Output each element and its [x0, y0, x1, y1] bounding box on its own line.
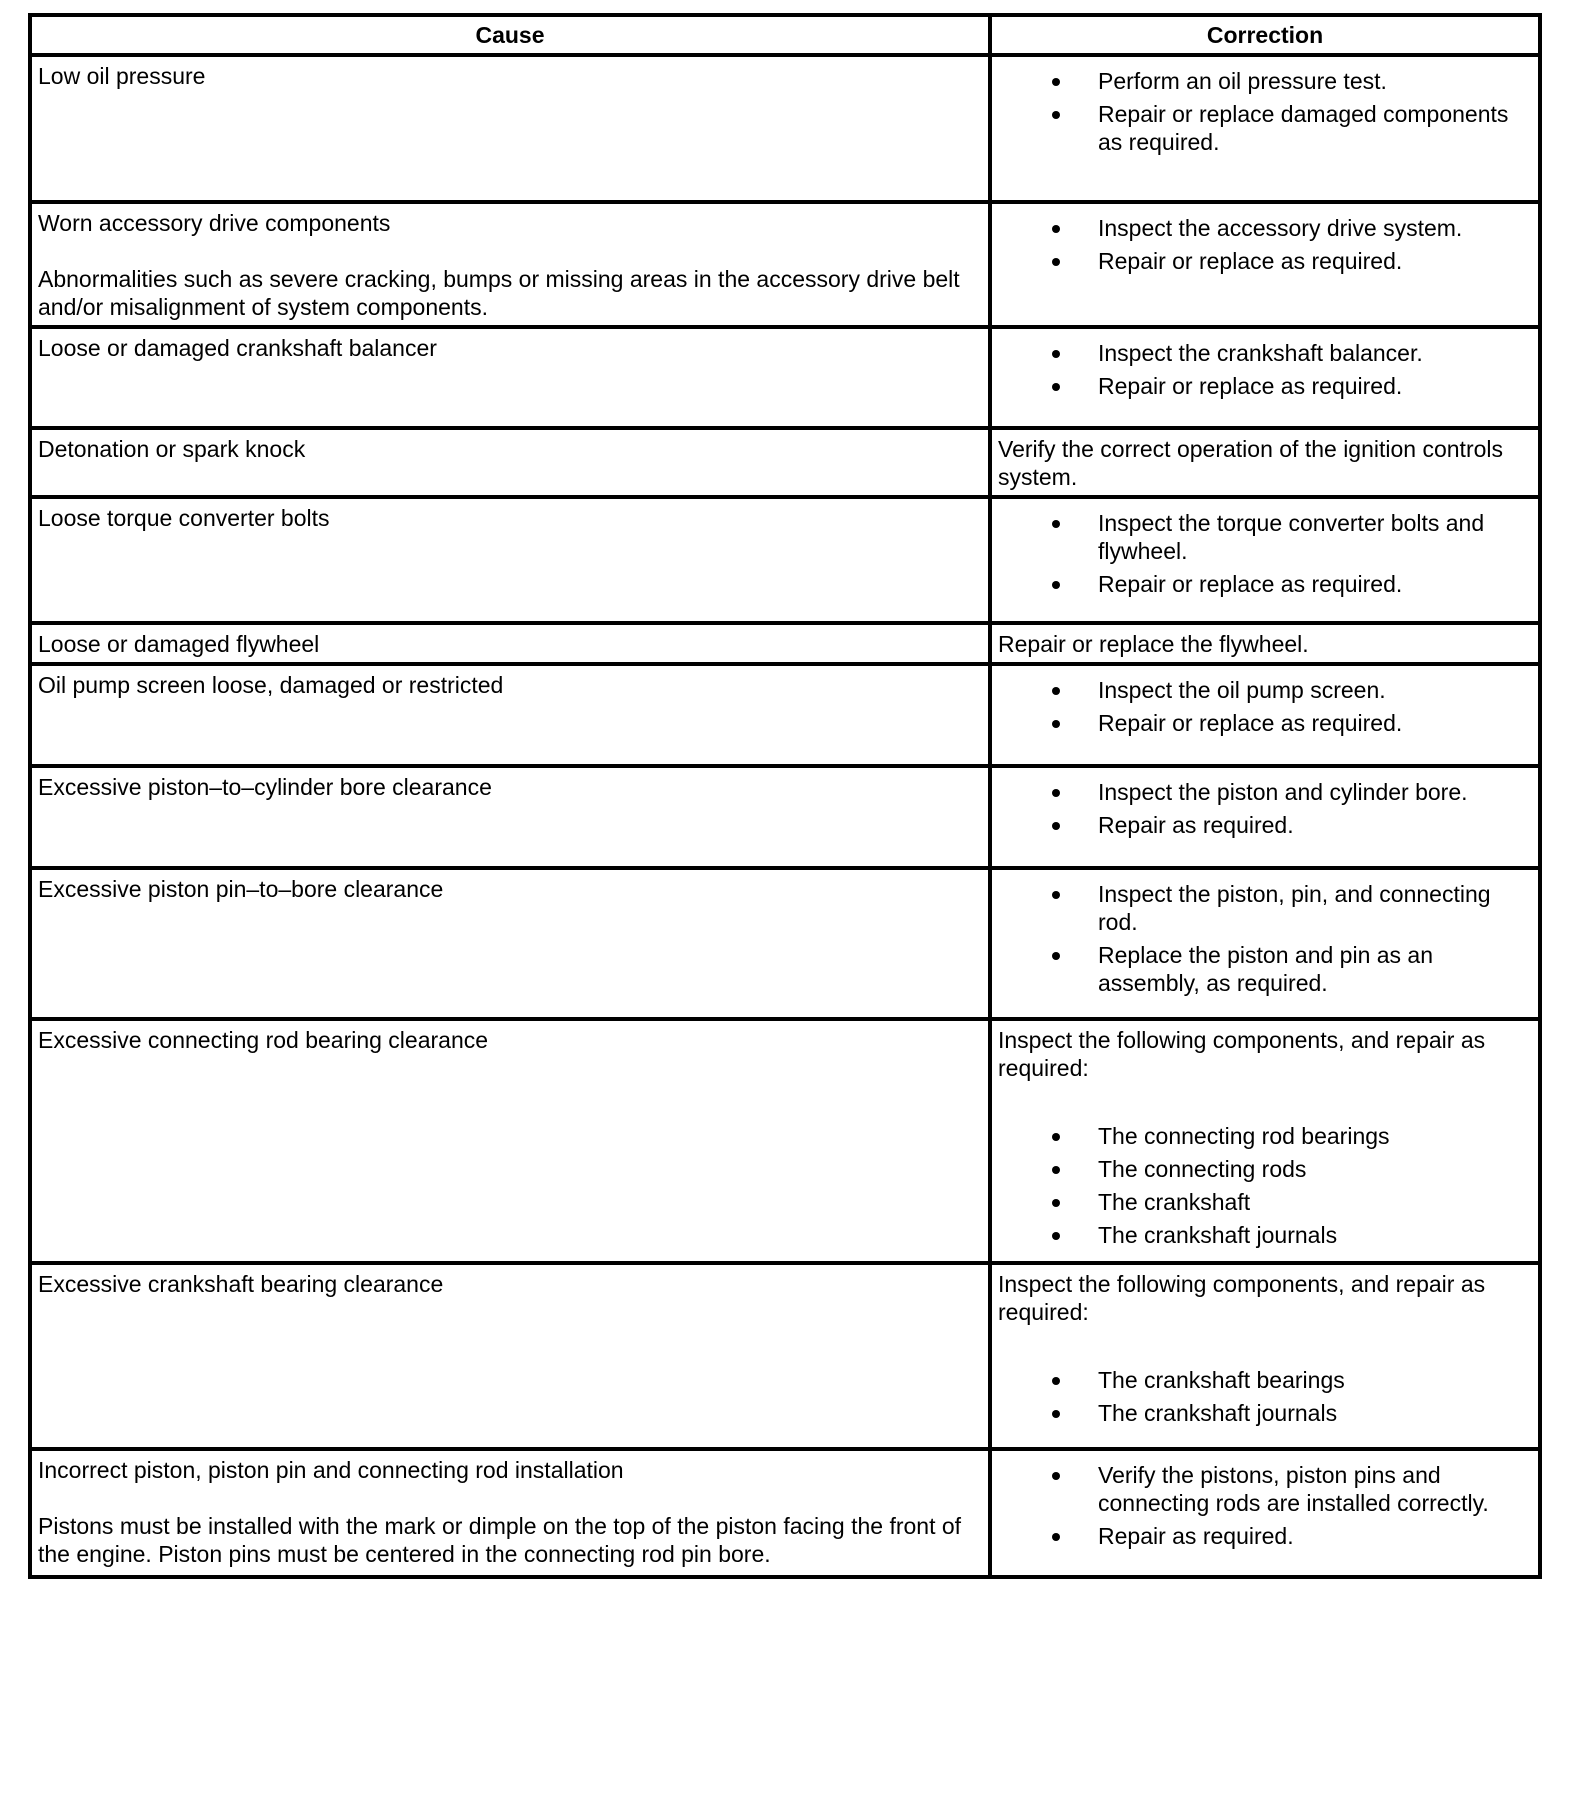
list-item: The connecting rod bearings	[998, 1122, 1532, 1150]
correction-cell	[990, 1449, 1540, 1577]
correction-cell	[990, 428, 1540, 497]
cause-title: Excessive crankshaft bearing clearance	[38, 1271, 444, 1297]
correction-list	[998, 778, 1532, 839]
correction-cell	[990, 1019, 1540, 1263]
list-item: Inspect the crankshaft balancer.	[998, 339, 1532, 367]
cause-title: Detonation or spark knock	[38, 436, 306, 462]
list-item: Repair or replace as required.	[998, 709, 1532, 737]
correction-cell	[990, 202, 1540, 327]
table-row	[30, 428, 1540, 497]
table-row	[30, 766, 1540, 868]
correction-list	[998, 214, 1532, 275]
correction-header: Correction	[990, 15, 1540, 55]
header-row	[30, 15, 1540, 55]
correction-cell	[990, 55, 1540, 202]
list-item: Repair or replace as required.	[998, 372, 1532, 400]
cause-cell	[30, 868, 990, 1019]
list-item: Replace the piston and pin as an assembly, as required.	[998, 941, 1532, 997]
cause-title: Incorrect piston, piston pin and connecting rod installation	[38, 1457, 624, 1483]
correction-cell	[990, 664, 1540, 766]
cause-header: Cause	[30, 15, 990, 55]
list-item: Inspect the torque converter bolts and flywheel.	[998, 509, 1532, 565]
table-row	[30, 55, 1540, 202]
cause-cell	[30, 664, 990, 766]
correction-list	[998, 67, 1532, 156]
cause-title: Low oil pressure	[38, 63, 206, 89]
table-row	[30, 1449, 1540, 1577]
correction-cell	[990, 327, 1540, 428]
table-row	[30, 202, 1540, 327]
list-item: Inspect the accessory drive system.	[998, 214, 1532, 242]
cause-cell	[30, 1449, 990, 1577]
correction-text: Verify the correct operation of the ignition controls system.	[998, 436, 1504, 490]
table-row	[30, 497, 1540, 623]
list-item: Perform an oil pressure test.	[998, 67, 1532, 95]
correction-text: Inspect the following components, and repair as required:	[998, 1271, 1486, 1325]
correction-cell	[990, 868, 1540, 1019]
correction-text: Repair or replace the flywheel.	[998, 631, 1309, 657]
diagnostic-table	[28, 13, 1542, 1579]
correction-list	[998, 1366, 1532, 1427]
cause-title: Loose or damaged flywheel	[38, 631, 320, 657]
correction-list	[998, 509, 1532, 598]
table-row	[30, 1019, 1540, 1263]
correction-list	[998, 339, 1532, 400]
correction-cell	[990, 766, 1540, 868]
table-row	[30, 868, 1540, 1019]
list-item: The crankshaft journals	[998, 1399, 1532, 1427]
cause-title: Loose or damaged crankshaft balancer	[38, 335, 437, 361]
list-item: The connecting rods	[998, 1155, 1532, 1183]
list-item: Inspect the piston, pin, and connecting rod.	[998, 880, 1532, 936]
list-item: The crankshaft bearings	[998, 1366, 1532, 1394]
cause-note: Abnormalities such as severe cracking, bumps or missing areas in the accessory drive belt and/or misalignment of system components.	[38, 266, 960, 320]
table-row	[30, 327, 1540, 428]
cause-cell	[30, 55, 990, 202]
cause-cell	[30, 327, 990, 428]
list-item: Repair or replace as required.	[998, 247, 1532, 275]
cause-cell	[30, 623, 990, 664]
correction-list	[998, 1122, 1532, 1249]
cause-cell	[30, 428, 990, 497]
cause-title: Excessive piston pin–to–bore clearance	[38, 876, 444, 902]
list-item: The crankshaft	[998, 1188, 1532, 1216]
cause-title: Excessive piston–to–cylinder bore clearance	[38, 774, 492, 800]
list-item: Inspect the oil pump screen.	[998, 676, 1532, 704]
correction-cell	[990, 623, 1540, 664]
list-item: Repair or replace damaged components as required.	[998, 100, 1532, 156]
correction-list	[998, 1461, 1532, 1550]
cause-title: Excessive connecting rod bearing clearance	[38, 1027, 489, 1053]
cause-note: Pistons must be installed with the mark or dimple on the top of the piston facing the front of the engine. Piston pins must be centered in the connecting rod pin bore.	[38, 1513, 962, 1567]
list-item: The crankshaft journals	[998, 1221, 1532, 1249]
cause-cell	[30, 766, 990, 868]
correction-list	[998, 676, 1532, 737]
list-item: Repair as required.	[998, 811, 1532, 839]
cause-title: Loose torque converter bolts	[38, 505, 330, 531]
cause-cell	[30, 1263, 990, 1449]
list-item: Repair or replace as required.	[998, 570, 1532, 598]
list-item: Repair as required.	[998, 1522, 1532, 1550]
list-item: Inspect the piston and cylinder bore.	[998, 778, 1532, 806]
cause-cell	[30, 497, 990, 623]
cause-title: Oil pump screen loose, damaged or restricted	[38, 672, 504, 698]
table-row	[30, 1263, 1540, 1449]
cause-title: Worn accessory drive components	[38, 210, 391, 236]
cause-cell	[30, 202, 990, 327]
table-row	[30, 664, 1540, 766]
cause-cell	[30, 1019, 990, 1263]
correction-list	[998, 880, 1532, 997]
correction-cell	[990, 1263, 1540, 1449]
correction-text: Inspect the following components, and repair as required:	[998, 1027, 1486, 1081]
list-item: Verify the pistons, piston pins and connecting rods are installed correctly.	[998, 1461, 1532, 1517]
correction-cell	[990, 497, 1540, 623]
table-row	[30, 623, 1540, 664]
